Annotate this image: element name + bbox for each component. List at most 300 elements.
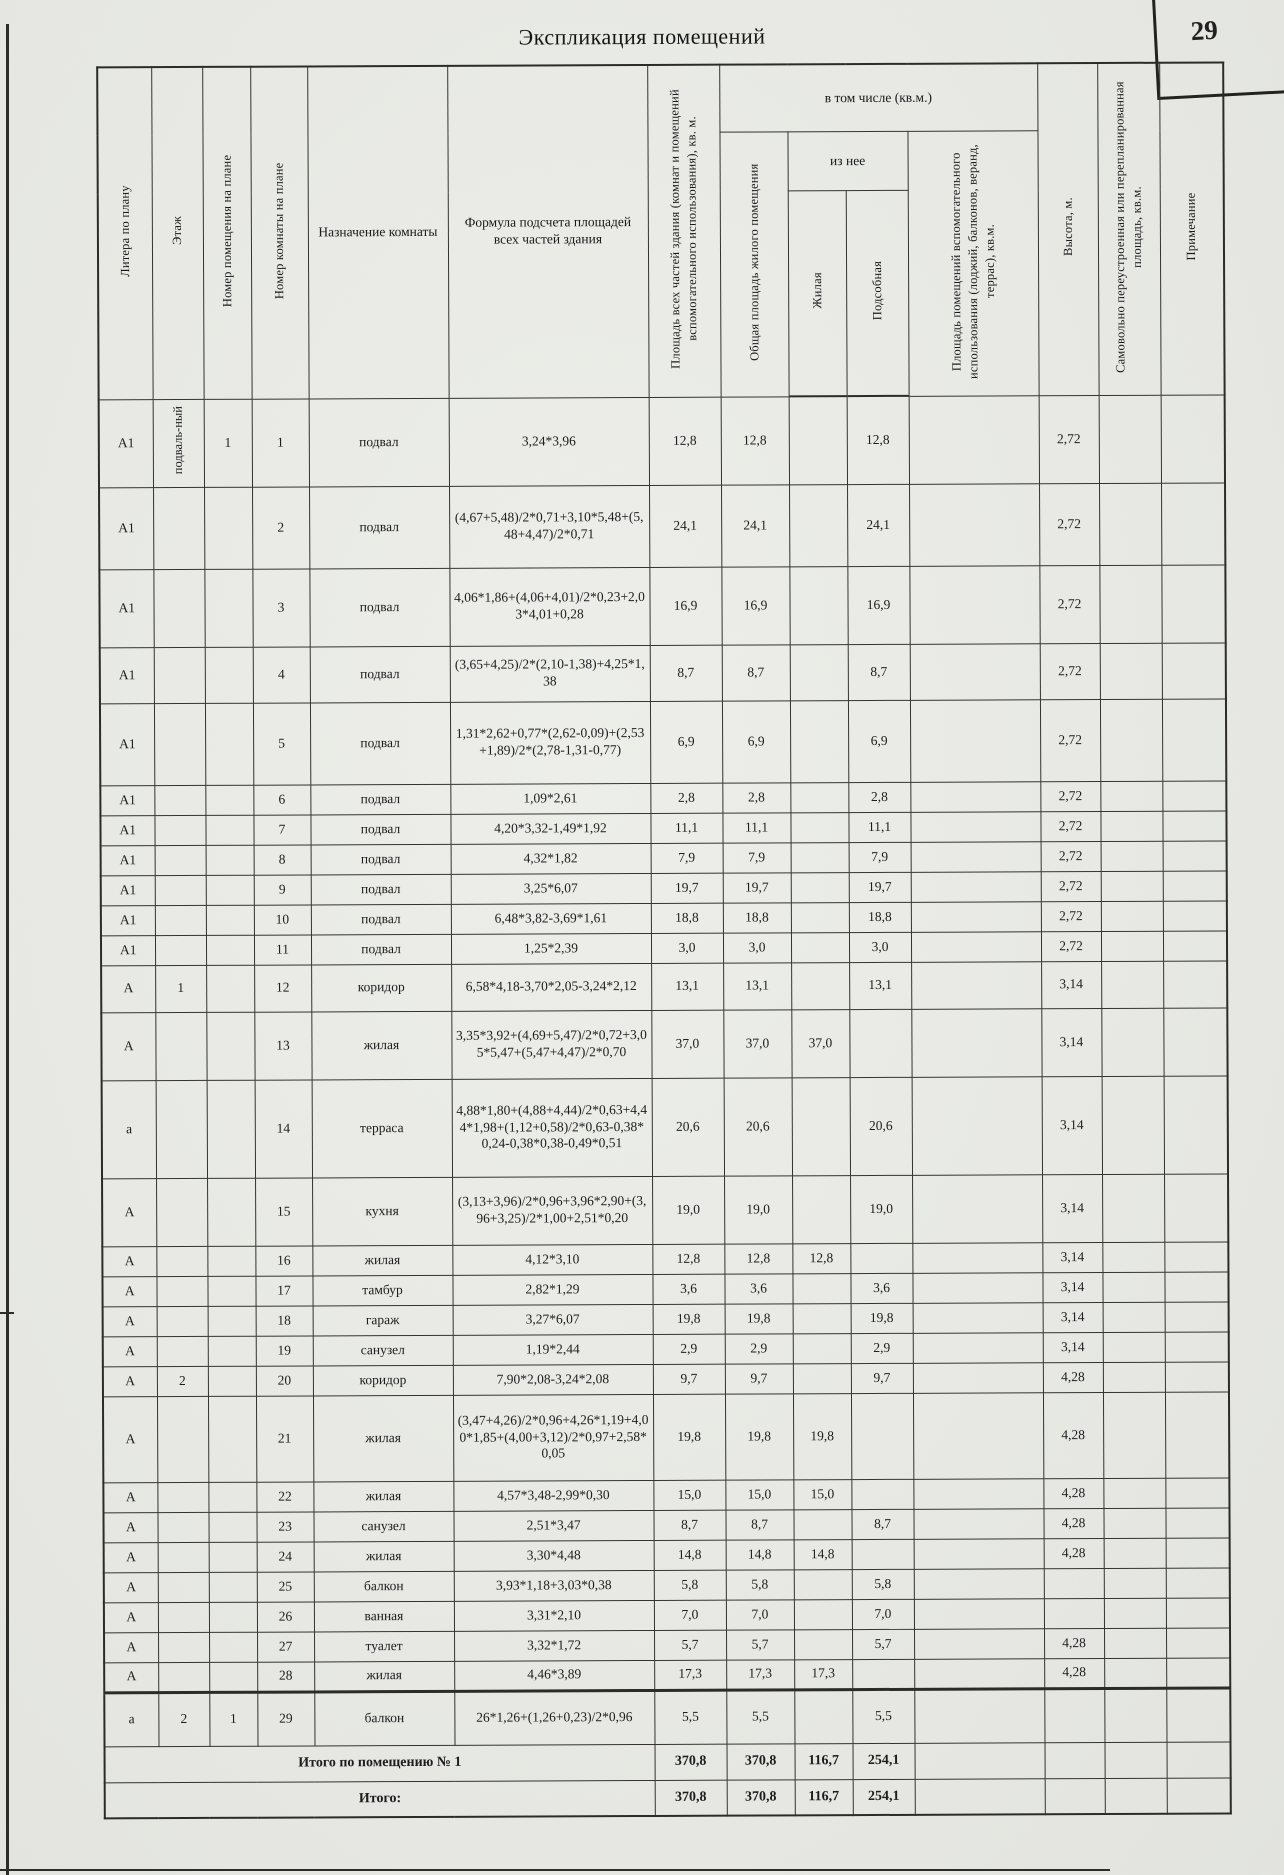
cell-purpose: подвал [310,646,450,703]
cell-room: 3 [252,568,309,646]
cell-litera: А [102,1246,156,1276]
col-header-litera: Литера по плану [97,67,152,399]
cell-zhil [790,700,848,782]
cell-litera: А [101,1012,155,1080]
cell-zhil [790,644,848,700]
cell-note [1166,1537,1230,1567]
cell-floor [157,1336,208,1366]
cell-unauth [1104,1658,1166,1688]
cell-zhil: 17,3 [794,1659,852,1689]
cell-living: 11,1 [722,812,790,842]
cell-premise [208,1482,256,1512]
cell-height: 2,72 [1039,483,1099,565]
cell-formula: 3,24*3,96 [449,397,649,486]
cell-purpose: подвал [310,814,450,845]
cell-litera: А1 [101,935,155,965]
cell-aux [911,1008,1041,1077]
cell-room: 4 [253,646,310,702]
cell-note [1165,1391,1229,1477]
cell-living: 19,8 [725,1303,793,1333]
cell-unauth [1100,643,1162,699]
cell-room: 21 [256,1395,313,1481]
cell-unauth [1104,1688,1166,1742]
cell-purpose: терраса [312,1079,452,1178]
page-number: 29 [1190,14,1219,47]
cell-formula: 2,51*3,47 [453,1510,653,1541]
cell-note [1165,1301,1229,1331]
cell-zhil [793,1509,851,1539]
cell-litera: А [103,1396,157,1482]
cell-premise [205,647,253,703]
cell-purpose: подвал [311,904,451,935]
cell-formula: 4,46*3,89 [454,1660,654,1691]
col-header-premise-no: Номер помещения на плане [202,67,251,399]
total-cell-empty [1045,1778,1105,1814]
cell-height: 2,72 [1040,811,1100,841]
cell-podsob: 3,0 [849,932,911,962]
cell-note [1164,1075,1228,1173]
cell-unauth [1101,1008,1163,1076]
cell-zhil: 15,0 [793,1479,851,1509]
table-body [99,394,1231,1818]
cell-living: 13,1 [723,962,791,1009]
cell-floor [155,935,206,965]
cell-litera: А [104,1602,158,1632]
cell-litera: А [103,1366,157,1396]
table-row [100,780,1226,815]
cell-premise [205,815,253,845]
cell-floor [158,1542,209,1572]
cell-zhil [794,1629,852,1659]
cell-purpose: гараж [313,1305,453,1336]
cell-purpose: жилая [313,1481,453,1512]
cell-formula: 1,25*2,39 [451,933,651,964]
cell-height: 2,72 [1041,841,1101,871]
col-header-formula: Формула подсчета площадей всех частей здания [447,65,648,398]
cell-floor [156,1276,207,1306]
cell-litera: а [104,1692,158,1746]
cell-note [1165,1361,1229,1391]
cell-height: 2,72 [1039,565,1099,643]
cell-litera: А1 [100,703,154,785]
cell-height: 4,28 [1044,1508,1104,1538]
cell-formula: 1,19*2,44 [453,1334,653,1365]
cell-formula: 7,90*2,08-3,24*2,08 [453,1364,653,1395]
cell-purpose: подвал [309,398,449,487]
cell-purpose: подвал [309,486,449,569]
cell-room: 22 [256,1481,313,1511]
cell-premise: 1 [209,1692,257,1746]
cell-height: 2,72 [1040,699,1100,781]
table-row [103,1361,1229,1396]
cell-aux [914,1598,1044,1629]
cell-podsob [850,1243,912,1273]
cell-formula: (3,65+4,25)/2*(2,10-1,38)+4,25*1,38 [450,645,650,702]
cell-premise [206,1012,254,1080]
cell-total: 19,8 [653,1394,725,1480]
cell-premise [205,703,253,785]
cell-premise [208,1306,256,1336]
cell-aux [909,483,1039,566]
cell-unauth [1104,1628,1166,1658]
cell-room: 8 [254,844,311,874]
cell-aux [911,931,1041,962]
cell-floor [156,1178,207,1246]
col-header-room-no: Номер комнаты на плане [250,66,308,398]
total-cell-empty [1167,1777,1231,1813]
table-row [104,1597,1230,1632]
cell-note [1164,1241,1228,1271]
cell-total: 17,3 [654,1660,726,1690]
cell-podsob: 9,7 [851,1363,913,1393]
table-row [102,1271,1228,1306]
cell-purpose: жилая [311,1011,451,1080]
cell-height: 2,72 [1041,931,1101,961]
cell-floor [155,1012,206,1080]
cell-podsob: 20,6 [850,1077,912,1175]
cell-room: 23 [256,1511,313,1541]
cell-note [1162,810,1226,840]
cell-floor [157,1306,208,1336]
cell-litera: А1 [99,569,153,647]
total-cell-living: 370,8 [727,1743,795,1779]
cell-living: 7,0 [726,1599,794,1629]
cell-height: 3,14 [1041,1008,1101,1076]
cell-living: 9,7 [725,1363,793,1393]
cell-room: 6 [253,784,310,814]
total-label: Итого по помещению № 1 [105,1744,655,1782]
cell-formula: 3,93*1,18+3,03*0,38 [454,1570,654,1601]
cell-aux [913,1332,1043,1363]
table-row [101,930,1227,965]
cell-floor [158,1662,209,1692]
cell-litera: А1 [99,487,153,569]
cell-purpose: подвал [311,874,451,905]
cell-total: 37,0 [651,1010,723,1078]
cell-purpose: подвал [310,784,450,815]
cell-podsob: 13,1 [849,962,911,1009]
cell-aux [910,643,1040,700]
table-header [97,62,1224,399]
cell-litera: А1 [100,815,154,845]
total-cell-podsob: 254,1 [853,1779,915,1815]
cell-zhil [791,902,849,932]
cell-litera: А1 [101,875,155,905]
cell-height: 2,72 [1041,901,1101,931]
cell-aux [909,395,1039,484]
cell-living: 37,0 [723,1009,791,1077]
cell-unauth [1103,1392,1165,1478]
cell-zhil [790,812,848,842]
cell-podsob: 19,8 [851,1303,913,1333]
cell-height: 3,14 [1043,1302,1103,1332]
cell-aux [914,1688,1044,1743]
cell-floor [158,1572,209,1602]
cell-purpose: жилая [314,1541,454,1572]
cell-height: 2,72 [1040,643,1100,699]
cell-purpose: жилая [313,1395,453,1482]
cell-note [1163,870,1227,900]
cell-premise [206,845,254,875]
cell-zhil [789,396,847,484]
cell-floor [154,785,205,815]
cell-formula: (3,13+3,96)/2*0,96+3,96*2,90+(3,96+3,25)/2*1,00+2,51*0,20 [452,1176,652,1245]
cell-purpose: коридор [313,1365,453,1396]
cell-total: 19,8 [653,1304,725,1334]
col-header-height: Высота, м. [1037,63,1098,395]
cell-total: 13,1 [651,963,723,1010]
cell-purpose: жилая [314,1661,454,1692]
cell-height: 3,14 [1043,1332,1103,1362]
cell-room: 29 [257,1691,314,1745]
cell-litera: А [103,1306,157,1336]
cell-unauth [1101,871,1163,901]
cell-premise [208,1366,256,1396]
cell-aux [913,1302,1043,1333]
cell-living: 17,3 [726,1659,794,1689]
total-cell-empty [915,1742,1045,1779]
cell-litera: А [104,1632,158,1662]
cell-litera: А1 [101,845,155,875]
cell-floor [156,1080,207,1178]
cell-floor [155,845,206,875]
cell-height: 4,28 [1044,1628,1104,1658]
cell-living: 19,8 [725,1393,793,1479]
cell-height: 4,28 [1043,1478,1103,1508]
cell-aux [912,1272,1042,1303]
col-header-of-it: из нее [787,131,907,191]
cell-purpose: санузел [313,1335,453,1366]
cell-zhil [789,484,847,566]
total-cell-empty [1045,1742,1105,1778]
cell-room: 10 [254,904,311,934]
table-row [101,870,1227,905]
cell-total: 14,8 [654,1540,726,1570]
table-row [102,1173,1228,1246]
cell-unauth [1103,1332,1165,1362]
cell-unauth [1104,1568,1166,1598]
cell-room: 18 [256,1305,313,1335]
cell-floor [153,569,204,647]
cell-living: 5,8 [726,1569,794,1599]
cell-zhil: 37,0 [791,1009,849,1077]
cell-note [1166,1687,1230,1741]
cell-room: 13 [254,1011,311,1079]
page-title: Экспликация помещений [518,23,766,50]
cell-zhil [792,1077,850,1175]
cell-unauth [1102,1272,1164,1302]
cell-floor [154,815,205,845]
cell-floor: 1 [155,965,206,1012]
cell-podsob: 2,8 [848,782,910,812]
cell-podsob [851,1479,913,1509]
cell-purpose: кухня [312,1177,452,1246]
cell-litera: а [102,1080,156,1178]
cell-total: 15,0 [653,1480,725,1510]
cell-living: 7,9 [723,842,791,872]
table-row [104,1687,1230,1746]
cell-total: 3,0 [651,933,723,963]
cell-total: 6,9 [650,701,722,783]
cell-total: 5,8 [654,1570,726,1600]
cell-note [1161,564,1225,642]
cell-living: 12,8 [724,1243,792,1273]
cell-zhil: 12,8 [792,1243,850,1273]
cell-room: 7 [253,814,310,844]
cell-note [1166,1597,1230,1627]
cell-floor [155,875,206,905]
col-header-unauthorized: Самовольно переустроенная или перепланированная площадь, кв.м. [1097,63,1160,395]
cell-zhil [791,872,849,902]
cell-formula: 3,30*4,48 [454,1540,654,1571]
total-label: Итого: [105,1780,655,1818]
col-header-note: Примечание [1159,62,1224,394]
table-row [100,810,1226,845]
cell-room: 16 [255,1245,312,1275]
cell-purpose: санузел [313,1511,453,1542]
col-header-podsob: Подсобная [846,190,909,396]
table-row [103,1391,1229,1482]
cell-note [1165,1331,1229,1361]
cell-total: 8,7 [653,1510,725,1540]
cell-height [1044,1568,1104,1598]
cell-unauth [1101,901,1163,931]
cell-unauth [1101,931,1163,961]
cell-height: 3,14 [1042,1076,1102,1174]
cell-room: 27 [257,1631,314,1661]
cell-formula: 3,31*2,10 [454,1600,654,1631]
cell-unauth [1101,841,1163,871]
cell-total: 5,7 [654,1630,726,1660]
cell-living: 5,5 [726,1689,794,1743]
cell-premise [207,1080,255,1178]
cell-zhil [791,932,849,962]
table-row [102,1075,1228,1178]
cell-purpose: подвал [309,568,449,647]
cell-podsob [852,1539,914,1569]
cell-height: 3,14 [1041,961,1101,1008]
cell-height: 4,28 [1044,1658,1104,1688]
cell-note [1161,394,1225,482]
cell-purpose: жилая [312,1245,452,1276]
cell-total: 2,9 [653,1334,725,1364]
cell-zhil [789,566,847,644]
cell-litera: А [102,1178,156,1246]
cell-unauth [1102,1174,1164,1242]
cell-zhil [793,1303,851,1333]
cell-aux [909,565,1039,644]
cell-living: 12,8 [721,396,789,484]
cell-note [1161,482,1225,564]
cell-podsob: 19,7 [849,872,911,902]
cell-unauth [1101,961,1163,1008]
cell-zhil [791,962,849,1009]
cell-formula: 3,35*3,92+(4,69+5,47)/2*0,72+3,05*5,47+(5,47+4,47)/2*0,70 [451,1010,651,1079]
cell-total: 20,6 [652,1078,724,1176]
cell-podsob: 6,9 [848,700,910,782]
cell-note [1164,1173,1228,1241]
cell-zhil [793,1333,851,1363]
cell-floor [154,703,205,785]
cell-aux [910,811,1040,842]
table-row [99,394,1225,487]
cell-formula: 3,27*6,07 [453,1304,653,1335]
cell-room: 1 [252,398,309,486]
cell-zhil [794,1689,852,1743]
cell-premise [205,785,253,815]
cell-living: 5,7 [726,1629,794,1659]
cell-litera: А1 [100,785,154,815]
cell-total: 12,8 [649,397,721,485]
cell-formula: (4,67+5,48)/2*0,71+3,10*5,48+(5,48+4,47)/2*0,71 [449,485,649,568]
table-row [99,564,1225,647]
cell-formula: 6,58*4,18-3,70*2,05-3,24*2,12 [451,963,651,1011]
cell-living: 19,7 [723,872,791,902]
cell-formula: 3,25*6,07 [451,873,651,904]
table-row [103,1507,1229,1542]
cell-formula: 4,57*3,48-2,99*0,30 [453,1480,653,1511]
cell-podsob: 11,1 [848,812,910,842]
cell-height: 4,28 [1043,1362,1103,1392]
cell-living: 2,9 [725,1333,793,1363]
cell-room: 2 [252,486,309,568]
cell-note [1166,1627,1230,1657]
cell-room: 24 [257,1541,314,1571]
cell-total: 12,8 [652,1244,724,1274]
cell-litera: А [102,1276,156,1306]
cell-total: 18,8 [651,903,723,933]
cell-premise [208,1336,256,1366]
cell-podsob: 7,9 [849,842,911,872]
cell-zhil [794,1599,852,1629]
cell-aux [910,699,1040,782]
cell-premise [204,487,252,569]
cell-aux [913,1392,1043,1479]
cell-room: 11 [254,934,311,964]
cell-litera: А1 [101,905,155,935]
cell-podsob: 8,7 [851,1509,913,1539]
cell-premise: 1 [204,399,252,487]
cell-living: 20,6 [724,1077,792,1175]
cell-room: 5 [253,702,310,784]
cell-aux [914,1568,1044,1599]
cell-podsob: 2,9 [851,1333,913,1363]
cell-height: 4,28 [1043,1392,1103,1478]
cell-height: 3,14 [1042,1272,1102,1302]
cell-purpose: тамбур [312,1275,452,1306]
cell-living: 8,7 [725,1509,793,1539]
cell-formula: 1,09*2,61 [450,783,650,814]
table-row [100,698,1226,785]
cell-room: 15 [255,1177,312,1245]
cell-premise [208,1396,256,1482]
cell-aux [911,901,1041,932]
cell-premise [206,935,254,965]
cell-formula: 4,20*3,32-1,49*1,92 [450,813,650,844]
cell-floor [157,1396,208,1482]
total-cell-total: 370,8 [655,1744,727,1780]
cell-unauth [1104,1598,1166,1628]
total-cell-empty [1167,1741,1231,1777]
cell-aux [913,1478,1043,1509]
cell-premise [206,875,254,905]
cell-aux [914,1658,1044,1689]
cell-total: 5,5 [654,1690,726,1744]
cell-podsob: 18,8 [849,902,911,932]
table-row [104,1657,1230,1692]
table-row [99,482,1225,569]
cell-purpose: коридор [311,964,451,1012]
